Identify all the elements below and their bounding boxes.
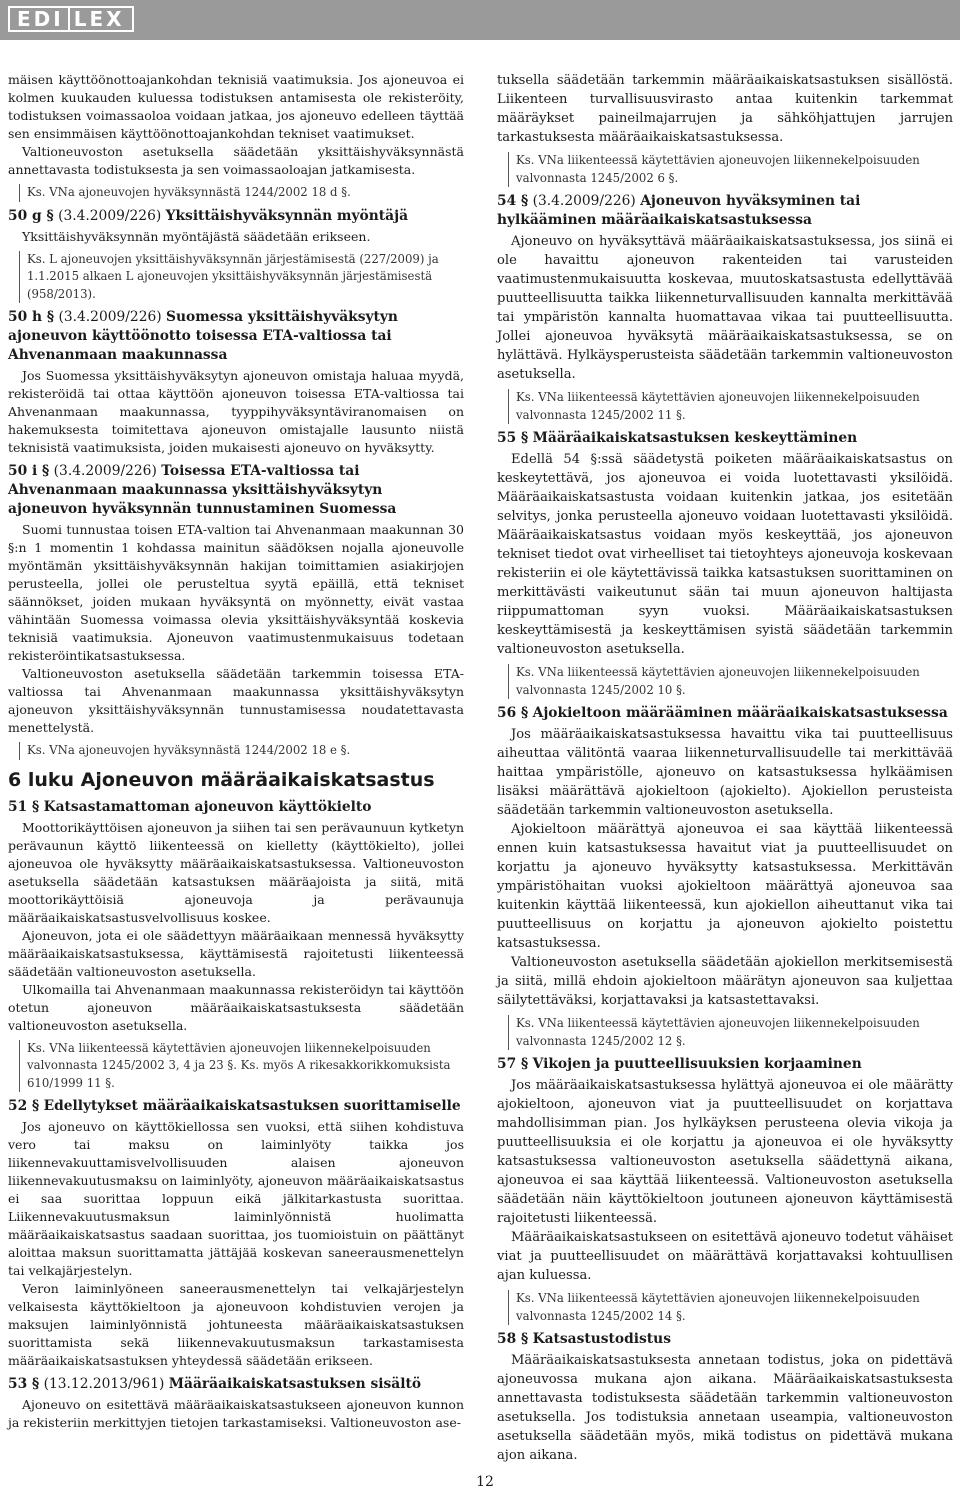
left-column <box>8 71 464 1432</box>
logo-text-left: EDI <box>17 7 64 31</box>
section-heading-54: 54 § (3.4.2009/226) Ajoneuvon hyväksyminen tai hylkääminen määräaikaiskatsastuksessa <box>497 193 861 228</box>
paragraph: Ulkomailla tai Ahvenanmaan maakunnassa rekisteröidyn tai käyttöön otetun ajoneuvon määräaikaiskatsastuksesta säädetään valtioneuvoston asetuksella. <box>8 981 464 1033</box>
reference-note: Ks. VNa liikenteessä käytettävien ajoneuvojen liikennekelpoisuuden valvonnasta 1245/2002 3, 4 ja 23 §. Ks. myös A rikesakkorikkomuksista 610/1999 11 §. <box>19 1040 464 1093</box>
right-column <box>497 71 953 1465</box>
paragraph: Ajokieltoon määrättyä ajoneuvoa ei saa käyttää liikenteessä ennen kuin katsastuksessa havaitut viat ja puutteellisuudet on korjattu ja ajoneuvo hyväksytty katsastuksessa. Merkittävän ympäristöhaitan vuoksi ajokieltoon määrättyä ajoneuvoa saa kuitenkin käyttää liikenteessä, kun ajokiellon aiheuttanut vika tai puutteellisuus on korjattu ja ajoneuvon ajokielto poistettu katsastuksessa. <box>497 822 953 951</box>
paragraph: Ajoneuvo on esitettävä määräaikaiskatsastukseen ajoneuvon kunnon ja rekisteriin merkittyjen tietojen tarkastamiseksi. Valtioneuvoston ase- <box>8 1397 464 1430</box>
paragraph: Valtioneuvoston asetuksella säädetään tarkemmin toisessa ETA-valtiossa tai Ahvenanmaan maakunnassa yksittäishyväksytyn ajoneuvon yksittäishyväksynnän tunnustamisessa noudatettavasta menettelystä. <box>8 666 464 735</box>
reference-note: Ks. VNa liikenteessä käytettävien ajoneuvojen liikennekelpoisuuden valvonnasta 1245/2002 11 §. <box>508 389 953 424</box>
logo-mark <box>8 6 134 32</box>
section-heading-56: 56 § Ajokieltoon määrääminen määräaikaiskatsastuksessa <box>497 705 948 721</box>
paragraph: Ajoneuvo on hyväksyttävä määräaikaiskatsastuksessa, jos siinä ei ole havaittu ajoneuvon rakenteiden tai varusteiden vaatimustenmukaisuutta koskevaa, muutoskatsastusta edellyttävää puutteellisuutta taikka liikenneturvallisuuden kannalta merkittävää tai ympäristön kannalta huomattavaa vikaa tai puutteellisuutta. Jollei ajoneuvoa hyväksytä määräaikaiskatsastuksessa, se on hylättävä. Hylkäysperusteista säädetään tarkemmin valtioneuvoston asetuksella. <box>497 234 953 382</box>
section-heading-50g: 50 g § (3.4.2009/226) Yksittäishyväksynnän myöntäjä <box>8 207 409 224</box>
reference-note: Ks. VNa liikenteessä käytettävien ajoneuvojen liikennekelpoisuuden valvonnasta 1245/2002 14 §. <box>508 1290 953 1325</box>
section-heading-52: 52 § Edellytykset määräaikaiskatsastuksen suorittamiselle <box>8 1098 461 1114</box>
paragraph: Jos määräaikaiskatsastuksessa hylättyä ajoneuvoa ei ole määrätty ajokieltoon, ajoneuvon viat ja puutteellisuudet on korjattava mahdollisimman pian. Jos hylkäyksen perusteena olevia vikoja ja puutteellisuuksia ei ole korjattu ja ajoneuvoa ei ole hyväksytty katsastuksessa valtioneuvoston asetuksella säädettynä aikana, ajoneuvoa ei saa käyttää liikenteessä. Valtioneuvoston asetuksella säädetään näin käyttökieltoon joutuneen ajoneuvon käyttämisestä rajoitetusti liikenteessä. <box>497 1078 953 1226</box>
paragraph: Moottorikäyttöisen ajoneuvon ja siihen tai sen perävaunuun kytketyn perävaunun käyttö liikenteessä on kielletty (käyttökielto), jollei ajoneuvoa ole hyväksytty määräaikaiskatsastuksessa. Valtioneuvoston asetuksella säädetään katsastuksen määräajoista ja siitä, mitä moottorikäyttöisiä ajoneuvoja ja perävaunuja määräaikaiskatsastusvelvollisuus koskee. <box>8 819 464 925</box>
paragraph: Veron laiminlyöneen saneerausmenettelyn tai velkajärjestelyn velkaisesta käyttökieltoon ja ajoneuvoon kohdistuvien verojen ja maksujen laiminlyönnistä johtuneesta määräaikaiskatsastuksen suorittamista sekä liikennevakuutusmaksun tarkastamisesta määräaikaiskatsastuksen yhteydessä säädetään erikseen. <box>8 1281 464 1368</box>
section-heading-55: 55 § Määräaikaiskatsastuksen keskeyttäminen <box>497 430 858 446</box>
page-number: 12 <box>476 1474 494 1490</box>
paragraph: Ajoneuvon, jota ei ole säädettyyn määräaikaan mennessä hyväksytty määräaikaiskatsastuksessa, käyttämisestä rajoitetusti liikenteessä säädetään valtioneuvoston asetuksella. <box>8 927 464 979</box>
paragraph: Määräaikaiskatsastukseen on esitettävä ajoneuvo todetut vähäiset viat ja puutteellisuudet on määrättävä korjattavaksi kohtuullisen ajan kuluessa. <box>497 1230 953 1283</box>
paragraph: Yksittäishyväksynnän myöntäjästä säädetään erikseen. <box>22 228 371 244</box>
reference-note: Ks. VNa ajoneuvojen hyväksynnästä 1244/2002 18 e §. <box>19 742 464 760</box>
logo-text-right: LEX <box>73 7 125 31</box>
section-heading-58: 58 § Katsastustodistus <box>497 1331 671 1347</box>
section-heading-53: 53 § (13.12.2013/961) Määräaikaiskatsastuksen sisältö <box>8 1376 422 1392</box>
section-heading-50i: 50 i § (3.4.2009/226) Toisessa ETA-valtiossa tai Ahvenanmaan maakunnassa yksittäishyväksytyn ajoneuvon hyväksynnän tunnustaminen Suomessa <box>8 463 397 517</box>
reference-note: Ks. VNa liikenteessä käytettävien ajoneuvojen liikennekelpoisuuden valvonnasta 1245/2002 10 §. <box>508 664 953 699</box>
paragraph: Jos ajoneuvo on käyttökiellossa sen vuoksi, että siihen kohdistuva vero tai maksu on laiminlyöty taikka jos liikennevakuuttamisvelvollisuuden alaisen ajoneuvon liikennevakuutusmaksu on laiminlyöty, ajoneuvon määräaikaiskatsastus ei saa suorittaa loppuun eikä jälkitarkastusta suorittaa. Liikennevakuutusmaksun laiminlyönnistä huolimatta määräaikaiskatsastus saadaan suorittaa, jos tuomioistuin on päättänyt aloittaa maksun suorittamatta jättäjää koskevan saneerausmenettelyn tai velkajärjestelyn. <box>8 1119 464 1278</box>
chapter-heading: 6 luku Ajoneuvon määräaikaiskatsastus <box>8 768 435 791</box>
reference-note: Ks. VNa ajoneuvojen hyväksynnästä 1244/2002 18 d §. <box>19 184 464 202</box>
edilex-logo[interactable] <box>8 6 134 32</box>
header-bar <box>0 0 960 40</box>
paragraph: mäisen käyttöönottoajankohdan teknisiä vaatimuksia. Jos ajoneuvoa ei kolmen kuukauden kuluessa todistuksen antamisesta ole rekisteröity, todistuksen voimassaoloa voidaan jatkaa, jos ajoneuvo edelleen täyttää sen ensimmäisen käyttöönottoajankohdan tekniset vaatimukset. <box>8 72 464 141</box>
paragraph: Valtioneuvoston asetuksella säädetään yksittäishyväksynnästä annettavasta todistuksesta ja sen voimassaoloajan jatkamisesta. <box>8 144 464 177</box>
reference-note: Ks. VNa liikenteessä käytettävien ajoneuvojen liikennekelpoisuuden valvonnasta 1245/2002 6 §. <box>508 152 953 187</box>
paragraph: Edellä 54 §:ssä säädetystä poiketen määräaikaiskatsastus on keskeytettävä, jos ajoneuvoa ei voida luotettavasti yksilöidä. Määräaikaiskatsastusta voidaan kuitenkin jatkaa, jos esitetään selvitys, jonka perusteella ajoneuvo voidaan luotettavasti yksilöidä. Määräaikaiskatsastus voidaan myös keskeyttää, jos ajoneuvon tekniset tiedot ovat virheelliset tai tietoyhteys ajoneuvoja koskevaan rekisteriin ei ole käytettävissä taikka katsastuksen suorittaminen on merkittävästi vaikeutunut sään tai muun ajoneuvon haltijasta riippumattoman syyn vuoksi. Määräaikaiskatsastuksen keskeyttämisestä ja keskeyttämisen syistä säädetään tarkemmin valtioneuvoston asetuksella. <box>497 452 953 657</box>
section-heading-51: 51 § Katsastamattoman ajoneuvon käyttökielto <box>8 798 372 815</box>
section-heading-57: 57 § Vikojen ja puutteellisuuksien korjaaminen <box>497 1056 862 1072</box>
paragraph: Jos Suomessa yksittäishyväksytyn ajoneuvon omistaja haluaa myydä, rekisteröidä tai ottaa käyttöön ajoneuvon toisessa ETA-valtiossa tai Ahvenanmaan maakunnassa, tyyppihyväksyntäviranomaisen on hakemuksesta toimitettava ajoneuvon omistajalle lausunto niistä teknisistä vaatimuksista, joiden mukaisesti ajoneuvo on hyväksytty. <box>8 368 464 455</box>
paragraph: Määräaikaiskatsastuksesta annetaan todistus, joka on pidettävä ajoneuvossa mukana ajon aikana. Määräaikaiskatsastuksesta annettavasta todistuksesta säädetään tarkemmin valtioneuvoston asetuksella. Jos todistuksia annetaan useampia, valtioneuvoston asetuksella säädetään myös, mikä todistus on pidettävä mukana ajon aikana. <box>497 1353 953 1463</box>
reference-note: Ks. VNa liikenteessä käytettävien ajoneuvojen liikennekelpoisuuden valvonnasta 1245/2002 12 §. <box>508 1015 953 1050</box>
reference-note: Ks. L ajoneuvojen yksittäishyväksynnän järjestämisestä (227/2009) ja 1.1.2015 alkaen L ajoneuvojen yksittäishyväksynnän järjestämisestä (958/2013). <box>19 251 464 304</box>
section-heading-50h: 50 h § (3.4.2009/226) Suomessa yksittäishyväksytyn ajoneuvon käyttöönotto toisessa ETA-valtiossa tai Ahvenanmaan maakunnassa <box>8 309 398 363</box>
paragraph: Suomi tunnustaa toisen ETA-valtion tai Ahvenanmaan maakunnan 30 §:n 1 momentin 1 kohdassa mainitun säädöksen nojalla ajoneuvolle myöntämän yksittäishyväksynnän hakijan toimittamien asiakirjojen perusteella, jollei ole perusteltua syytä epäillä, että tekniset säännökset, joiden mukaan hyväksyntä on myönnetty, eivät vastaa vähintään Suomessa voimassa olevia yksittäishyväksyntää koskevia teknisiä vaatimuksia. Ajoneuvon vaatimustenmukaisuus todetaan rekisteröintikatsastuksessa. <box>8 522 464 663</box>
logo-divider <box>68 8 70 30</box>
paragraph: Valtioneuvoston asetuksella säädetään ajokiellon merkitsemisestä ja siitä, millä ehdoin ajokieltoon määrätyn ajoneuvon saa kuljettaa säilytettäväksi, korjattavaksi ja katsastettavaksi. <box>497 955 953 1008</box>
paragraph: tuksella säädetään tarkemmin määräaikaiskatsastuksen sisällöstä. Liikenteen turvallisuusvirasto antaa kuitenkin tarkemmat määräykset paineilmajarrujen ja sähköhjattujen jarrujen tarkastuksesta määräaikaiskatsastuksessa. <box>497 73 953 145</box>
paragraph: Jos määräaikaiskatsastuksessa havaittu vika tai puutteellisuus aiheuttaa välitöntä vaaraa liikenneturvallisuudelle tai merkittävää haittaa ympäristölle, ajoneuvo on katsastuksessa hylkäämisen lisäksi määrättävä ajokieltoon (ajokielto). Ajokiellon perusteista säädetään tarkemmin valtioneuvoston asetuksella. <box>497 727 953 818</box>
